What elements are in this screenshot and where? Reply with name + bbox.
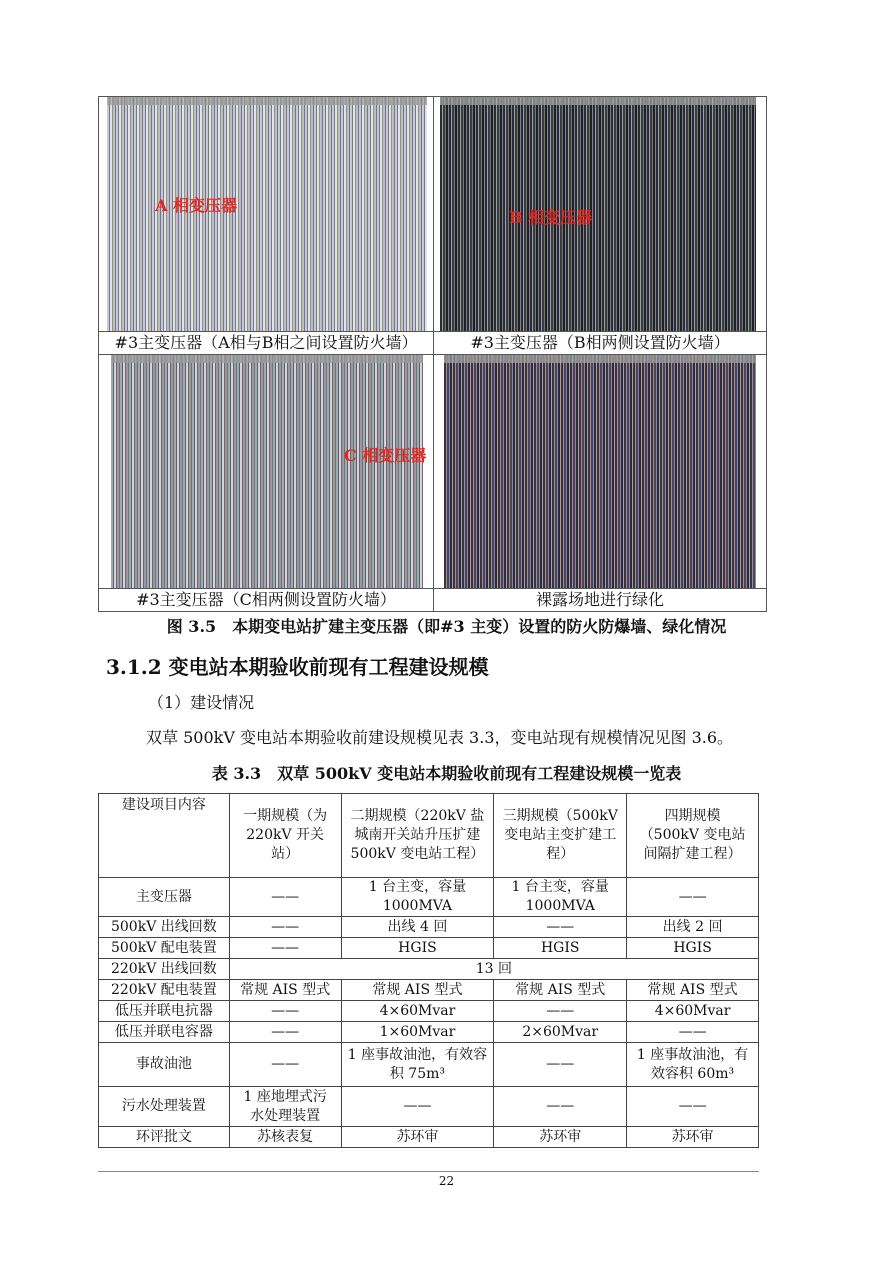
photo-noise: [111, 355, 423, 363]
photo-noise: [444, 355, 756, 363]
footer-rule: [98, 1171, 759, 1172]
photo-greening: [434, 355, 766, 589]
table-cell: 低压并联电抗器: [99, 1001, 230, 1022]
table-cell: 常规 AIS 型式: [229, 980, 341, 1001]
table-row: [99, 1001, 759, 1022]
table-cell: HGIS: [494, 938, 627, 959]
table-cell: 出线 4 回: [341, 917, 494, 938]
photo-caption-b: #3主变压器（B相两侧设置防火墙）: [470, 333, 730, 352]
photo-noise: [440, 97, 756, 105]
table-cell: 13 回: [229, 959, 758, 980]
figure-caption: 图 3.5 本期变电站扩建主变压器（即#3 主变）设置的防火防爆墙、绿化情况: [166, 617, 727, 636]
table-row: [99, 1043, 759, 1087]
table-cell: 4×60Mvar: [341, 1001, 494, 1022]
table-row: [99, 917, 759, 938]
table-cell: ——: [229, 1043, 341, 1087]
table-header-cell: 二期规模（220kV 盐城南开关站升压扩建 500kV 变电站工程）: [341, 794, 494, 878]
table-cell: 苏环审: [627, 1127, 759, 1148]
table-header-cell: 建设项目内容: [99, 794, 230, 878]
photo-label-b: B 相变压器: [509, 208, 593, 227]
table-cell: ——: [494, 1043, 627, 1087]
table-cell: 500kV 配电装置: [99, 938, 230, 959]
table-row: [99, 980, 759, 1001]
photo-caption-c: #3主变压器（C相两侧设置防火墙）: [136, 590, 396, 609]
table-cell: ——: [494, 1087, 627, 1127]
table-cell: ——: [494, 917, 627, 938]
table-cell: ——: [229, 1001, 341, 1022]
table-cell: 4×60Mvar: [627, 1001, 759, 1022]
table-cell: 1 座事故油池，有效容积 75m³: [341, 1043, 494, 1087]
table-row: [99, 878, 759, 917]
table-header-cell: 三期规模（500kV 变电站主变扩建工程）: [494, 794, 627, 878]
photo-caption-a: #3主变压器（A相与B相之间设置防火墙）: [114, 333, 418, 352]
sub-item-heading: （1）建设情况: [148, 693, 255, 712]
table-row: [99, 1127, 759, 1148]
grid-divider: [99, 354, 766, 355]
table-cell: ——: [627, 878, 759, 917]
photo-grid: [98, 96, 767, 612]
grid-divider: [99, 331, 766, 332]
table-cell: 常规 AIS 型式: [627, 980, 759, 1001]
page-number: 22: [438, 1174, 455, 1188]
photo-caption-greening: 裸露场地进行绿化: [535, 590, 664, 609]
table-cell: 500kV 出线回数: [99, 917, 230, 938]
table-cell: 220kV 出线回数: [99, 959, 230, 980]
table-cell: 1 台主变，容量 1000MVA: [494, 878, 627, 917]
photo-noise: [107, 97, 427, 105]
table-cell: 220kV 配电装置: [99, 980, 230, 1001]
section-heading: 3.1.2 变电站本期验收前现有工程建设规模: [106, 655, 489, 679]
table-cell: 常规 AIS 型式: [341, 980, 494, 1001]
table-cell: 1 座地埋式污水处理装置: [229, 1087, 341, 1127]
table-row: [99, 1087, 759, 1127]
table-cell: 1 台主变，容量 1000MVA: [341, 878, 494, 917]
table-cell: ——: [229, 878, 341, 917]
table-cell: ——: [494, 1001, 627, 1022]
table-cell: HGIS: [627, 938, 759, 959]
photo-c-phase-transformer: [99, 355, 433, 589]
table-cell: 苏环审: [494, 1127, 627, 1148]
table-caption: 表 3.3 双草 500kV 变电站本期验收前现有工程建设规模一览表: [211, 764, 682, 783]
table-cell: 污水处理装置: [99, 1087, 230, 1127]
table-cell: 苏环审: [341, 1127, 494, 1148]
table-cell: 主变压器: [99, 878, 230, 917]
table-cell: ——: [229, 938, 341, 959]
table-cell: 1 座事故油池，有效容积 60m³: [627, 1043, 759, 1087]
table-cell: 2×60Mvar: [494, 1022, 627, 1043]
table-cell: 环评批文: [99, 1127, 230, 1148]
table-cell: HGIS: [341, 938, 494, 959]
photo-a-phase-transformer: [99, 97, 433, 331]
table-cell: 苏核表复: [229, 1127, 341, 1148]
table-cell: 出线 2 回: [627, 917, 759, 938]
table-cell: 事故油池: [99, 1043, 230, 1087]
body-paragraph: 双草 500kV 变电站本期验收前建设规模见表 3.3，变电站现有规模情况见图 3.6。: [146, 728, 734, 747]
table-header-cell: 一期规模（为 220kV 开关站）: [229, 794, 341, 878]
table-header-row: [99, 794, 759, 878]
table-cell: ——: [627, 1022, 759, 1043]
table-cell: 低压并联电容器: [99, 1022, 230, 1043]
table-cell: ——: [627, 1087, 759, 1127]
photo-label-a: A 相变压器: [155, 196, 237, 215]
table-cell: 1×60Mvar: [341, 1022, 494, 1043]
photo-b-phase-transformer: [434, 97, 766, 331]
table-cell: ——: [341, 1087, 494, 1127]
table-header-cell: 四期规模（500kV 变电站间隔扩建工程）: [627, 794, 759, 878]
construction-scale-table: [98, 793, 759, 1148]
table-cell: ——: [229, 1022, 341, 1043]
table-cell: ——: [229, 917, 341, 938]
table-row: [99, 1022, 759, 1043]
table-row: [99, 959, 759, 980]
table-row: [99, 938, 759, 959]
grid-divider: [99, 588, 766, 589]
table-cell: 常规 AIS 型式: [494, 980, 627, 1001]
photo-label-c: C 相变压器: [344, 446, 427, 465]
